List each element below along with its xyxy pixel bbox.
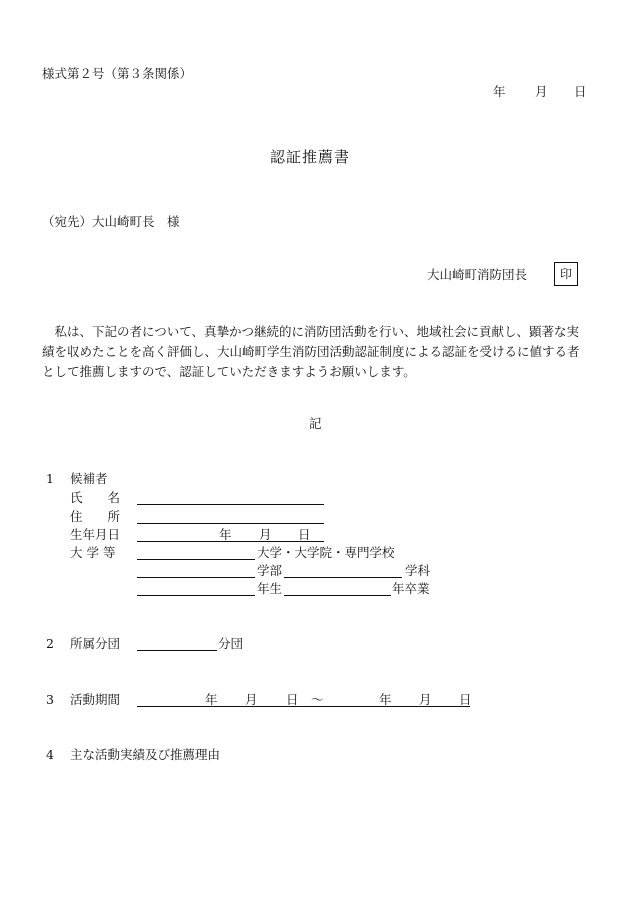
addressee: （宛先）大山崎町長 様 [42,214,180,229]
faculty-field[interactable] [284,577,402,578]
end-day-label: 日 [459,692,472,707]
section1-number: 1 [46,471,54,486]
recommendation-body: 私は、下記の者について、真摯かつ継続的に消防団活動を行い、地域社会に貢献し、顕著な実績を収めたことを高く評価し、大山崎町学生消防団活動認証制度による認証を受けるに値する者として推薦しますので、認証していただきますようお願いします。 [42,324,580,379]
section4-heading: 主な活動実績及び推薦理由 [70,747,221,762]
address-label: 住 所 [70,509,121,524]
birth-year-label: 年 [219,527,232,542]
university-label: 大 学 等 [70,545,116,560]
section3-number: 3 [46,692,54,707]
date-day-label: 日 [574,84,587,99]
section2-number: 2 [46,636,54,651]
end-month-label: 月 [419,692,432,707]
period-tilde: ～ [311,692,324,707]
end-year-label: 年 [379,692,392,707]
form-number: 様式第２号（第３条関係） [42,66,193,81]
branch-field[interactable] [137,650,217,651]
section4-number: 4 [46,747,54,762]
faculty-label: 学部 [257,563,283,578]
birth-month-label: 月 [259,527,272,542]
date-month-label: 月 [535,84,548,99]
school-type-label: 大学・大学院・専門学校 [257,545,395,560]
birthdate-label: 生年月日 [70,527,121,542]
grade-label: 年生 [257,581,283,596]
section3-heading: 活動期間 [70,692,121,707]
name-label: 氏 名 [70,490,121,505]
address-field[interactable] [137,523,324,524]
document-title: 認証推薦書 [270,148,351,166]
recommender-label: 大山崎町消防団長 [427,267,528,282]
date-year-label: 年 [493,84,506,99]
graduation-field[interactable] [284,595,391,596]
seal-mark: 印 [554,262,578,286]
section1-heading: 候補者 [70,471,108,486]
start-month-label: 月 [245,692,258,707]
graduation-label: 年卒業 [392,581,430,596]
university-field-2[interactable] [137,577,255,578]
university-name-field[interactable] [137,559,255,560]
section2-heading: 所属分団 [70,636,121,651]
birth-day-label: 日 [298,527,311,542]
start-day-label: 日 [286,692,299,707]
ki-label: 記 [309,416,322,431]
department-label: 学科 [405,563,431,578]
start-year-label: 年 [205,692,218,707]
branch-suffix: 分団 [218,636,244,651]
name-field[interactable] [137,504,324,505]
grade-field[interactable] [137,595,255,596]
